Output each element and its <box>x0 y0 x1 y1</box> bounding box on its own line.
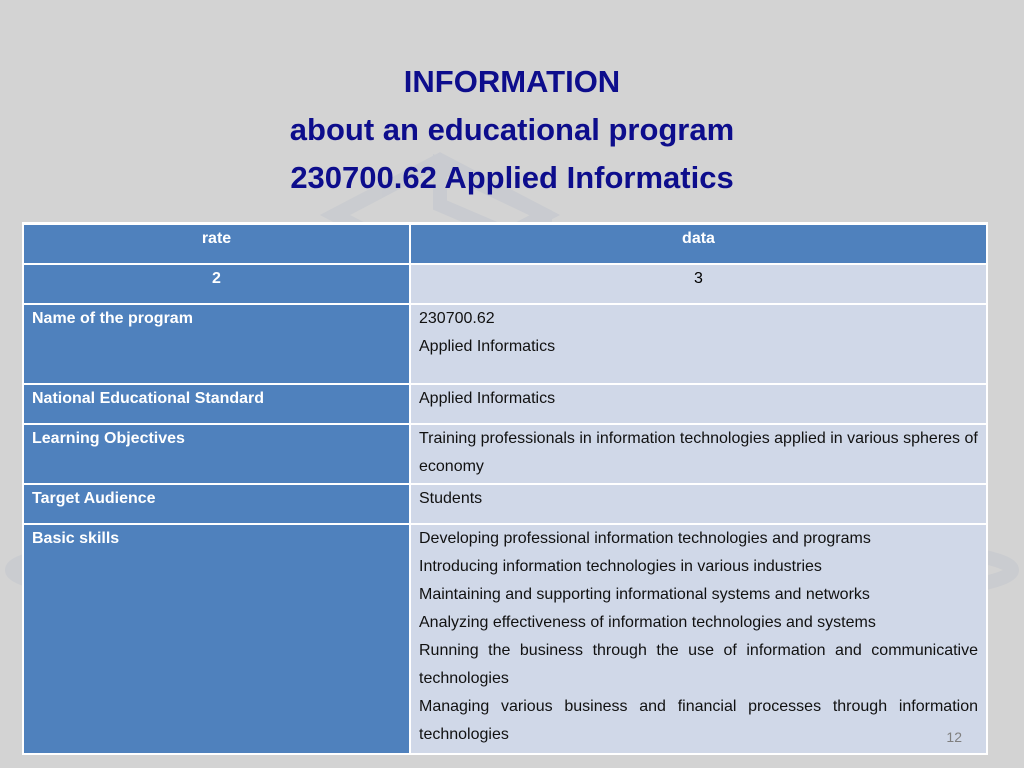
column-number-row <box>24 265 986 305</box>
title-line-1: INFORMATION <box>403 64 621 99</box>
row-value-audience <box>411 485 986 525</box>
table-row <box>24 425 986 485</box>
table-row <box>24 525 986 755</box>
program-info-table <box>24 225 986 755</box>
row-label-program-name: Name of the program <box>24 305 411 385</box>
row-label-standard: National Educational Standard <box>24 385 411 425</box>
row-value-objectives <box>411 425 986 485</box>
skill-item: Running the business through the use of information and communicative technologies <box>419 642 978 687</box>
row-label-objectives: Learning Objectives <box>24 425 411 485</box>
title-line-3: 230700.62 Applied Informatics <box>290 160 734 195</box>
column-number-right: 3 <box>411 265 986 305</box>
page-number: 12 <box>946 729 962 745</box>
table-header-row <box>24 225 986 265</box>
row-value-program-name <box>411 305 986 385</box>
column-number-left: 2 <box>24 265 411 305</box>
audience-value: Students <box>419 490 483 507</box>
table-row <box>24 385 986 425</box>
skill-item: Introducing information technologies in various industries <box>419 558 822 575</box>
row-label-audience: Target Audience <box>24 485 411 525</box>
skill-item: Maintaining and supporting informational systems and networks <box>419 586 870 603</box>
program-info-table-container <box>22 222 988 755</box>
header-rate: rate <box>24 225 411 265</box>
skill-item: Developing professional information technologies and programs <box>419 530 871 547</box>
objectives-value: Training professionals in information technologies applied in various spheres of economy <box>419 430 978 475</box>
table-row <box>24 305 986 385</box>
row-value-skills <box>411 525 986 755</box>
row-label-skills: Basic skills <box>24 525 411 755</box>
standard-value: Applied Informatics <box>419 390 556 407</box>
skill-item: Managing various business and financial processes through information technologies <box>419 698 978 743</box>
program-title: Applied Informatics <box>419 338 556 355</box>
title-line-2: about an educational program <box>289 112 735 147</box>
table-row <box>24 485 986 525</box>
header-data: data <box>411 225 986 265</box>
row-value-standard <box>411 385 986 425</box>
program-code: 230700.62 <box>419 310 495 327</box>
slide-title <box>0 58 1024 202</box>
skill-item: Analyzing effectiveness of information technologies and systems <box>419 614 876 631</box>
